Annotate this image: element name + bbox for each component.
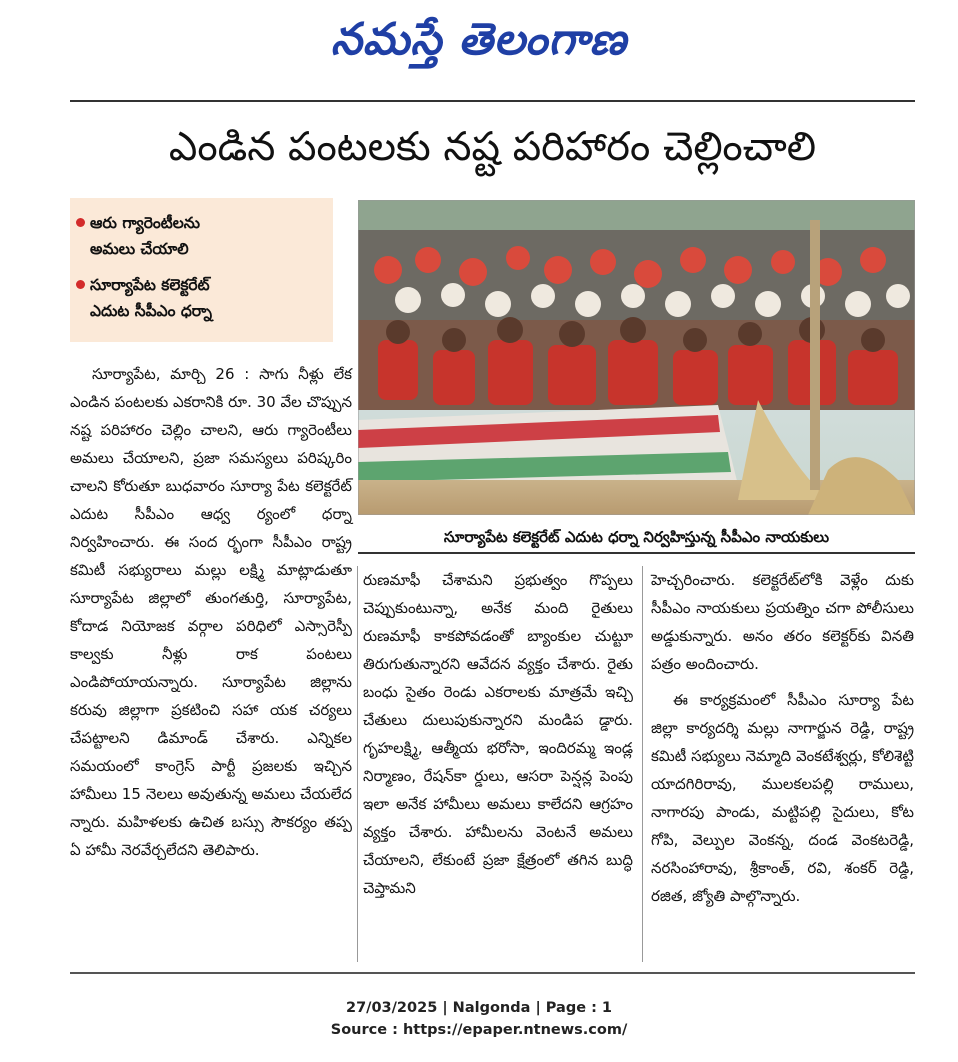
top-divider — [70, 100, 915, 102]
news-photo — [358, 200, 915, 515]
bottom-divider — [70, 972, 915, 974]
masthead-logo: నమస్తే తెలంగాణ — [330, 14, 628, 65]
highlight-item — [90, 272, 325, 324]
article-column-2 — [363, 566, 633, 902]
highlight-item — [90, 210, 325, 262]
highlight-line: సూర్యాపేట కలెక్టరేట్ — [90, 276, 210, 294]
column-divider — [357, 566, 358, 962]
article-paragraph: ఈ కార్యక్రమంలో సీపీఎం సూర్యా పేట జిల్లా కార్యదర్శి మల్లు నాగార్జున రెడ్డి, రాష్ట్ర కమిటీ సభ్యులు నెమ్మాది వెంకటేశ్వర్లు, కోలిశెట్టి యాదగిరిరావు, ములకలపల్లి రాములు, నాగారపు పాండు, మట్టిపల్లి సైదులు, కోట గోపి, వెల్పుల వెంకన్న, దండ వెంకటరెడ్డి, నరసింహారావు, శ్రీకాంత్, రవి, శంకర్ రెడ్డి, రజిత, జ్యోతి పాల్గొన్నారు. — [651, 691, 914, 905]
highlight-line: ఎదుట సీపీఎం ధర్నా — [90, 302, 213, 320]
footer-source-line: Source : https://epaper.ntnews.com/ — [330, 1022, 628, 1038]
article-column-1 — [70, 360, 352, 864]
column-divider — [642, 566, 643, 962]
bullet-icon — [76, 280, 85, 289]
footer-date-line: 27/03/2025 | Nalgonda | Page : 1 — [345, 1000, 613, 1016]
photo-caption: సూర్యాపేట కలెక్టరేట్ ఎదుట ధర్నా నిర్వహిస్తున్న సీపీఎం నాయకులు — [358, 520, 915, 554]
article-column-3 — [651, 566, 914, 910]
highlights-box — [70, 198, 333, 342]
article-paragraph: రుణమాఫీ చేశామని ప్రభుత్వం గొప్పలు చెప్పుకుంటున్నా, అనేక మంది రైతులు రుణమాఫీ కాకపోవడంతో బ్యాంకుల చుట్టూ తిరుగుతున్నారని ఆవేదన వ్యక్తం చేశారు. రైతు బంధు సైతం రెండు ఎకరాలకు మాత్రమే ఇచ్చి చేతులు దులుపుకున్నారని మండిప డ్డారు. గృహలక్ష్మి, ఆత్మీయ భరోసా, ఇందిరమ్మ ఇండ్ల నిర్మాణం, రేషన్‌కా ర్డులు, ఆసరా పెన్షన్ల పెంపు ఇలా అనేక హామీలు అమలు కాలేదని ఆగ్రహం వ్యక్తం చేశారు. హామీలను వెంటనే అమలు చేయాలని, లేకుంటే ప్రజా క్షేత్రంలో తగిన బుద్ధి చెప్తామని — [363, 571, 633, 897]
headline: ఎండిన పంటలకు నష్ట పరిహారం చెల్లించాలి — [168, 124, 817, 170]
article-paragraph: సూర్యాపేట, మార్చి 26 : సాగు నీళ్లు లేక ఎండిన పంటలకు ఎకరానికి రూ. 30 వేల చొప్పున నష్ట పరిహారం చెల్లిం చాలని, ఆరు గ్యారెంటీలు అమలు చేయాలని, ప్రజా సమస్యలు పరిష్కరిం చాలని కోరుతూ బుధవారం సూర్యా పేట కలెక్టరేట్ ఎదుట సీపీఎం ఆధ్వ ర్యంలో ధర్నా నిర్వహించారు. ఈ సంద ర్భంగా సీపీఎం రాష్ట్ర కమిటీ సభ్యురాలు మల్లు లక్ష్మి మాట్లాడుతూ సూర్యాపేట జిల్లాలో తుంగతుర్తి, సూర్యాపేట, కోదాడ నియోజక వర్గాల పరిధిలో ఎస్సారెస్పీ కాల్వకు నీళ్లు రాక పంటలు ఎండిపోయాయన్నారు. సూర్యాపేట జిల్లాను కరువు జిల్లాగా ప్రకటించి సహా యక చర్యలు చేపట్టాలని డిమాండ్ చేశారు. ఎన్నికల సమయంలో కాంగ్రెస్ పార్టీ ప్రజలకు ఇచ్చిన హామీలు 15 నెలలు అవుతున్న అమలు చేయలేద న్నారు. మహిళలకు ఉచిత బస్సు సౌకర్యం తప్ప ఏ హామీ నెరవేర్చలేదని తెలిపారు. — [70, 365, 353, 859]
article-paragraph: హెచ్చరించారు. కలెక్టరేట్‌లోకి వెళ్లేం దుకు సీపీఎం నాయకులు ప్రయత్నిం చగా పోలీసులు అడ్డుకున్నారు. అనం తరం కలెక్టర్‌కు వినతి పత్రం అందించారు. — [651, 571, 914, 673]
highlight-line: ఆరు గ్యారెంటీలను — [90, 214, 200, 232]
bullet-icon — [76, 218, 85, 227]
highlight-line: అమలు చేయాలి — [90, 240, 189, 258]
protest-photo-illustration — [358, 200, 915, 515]
